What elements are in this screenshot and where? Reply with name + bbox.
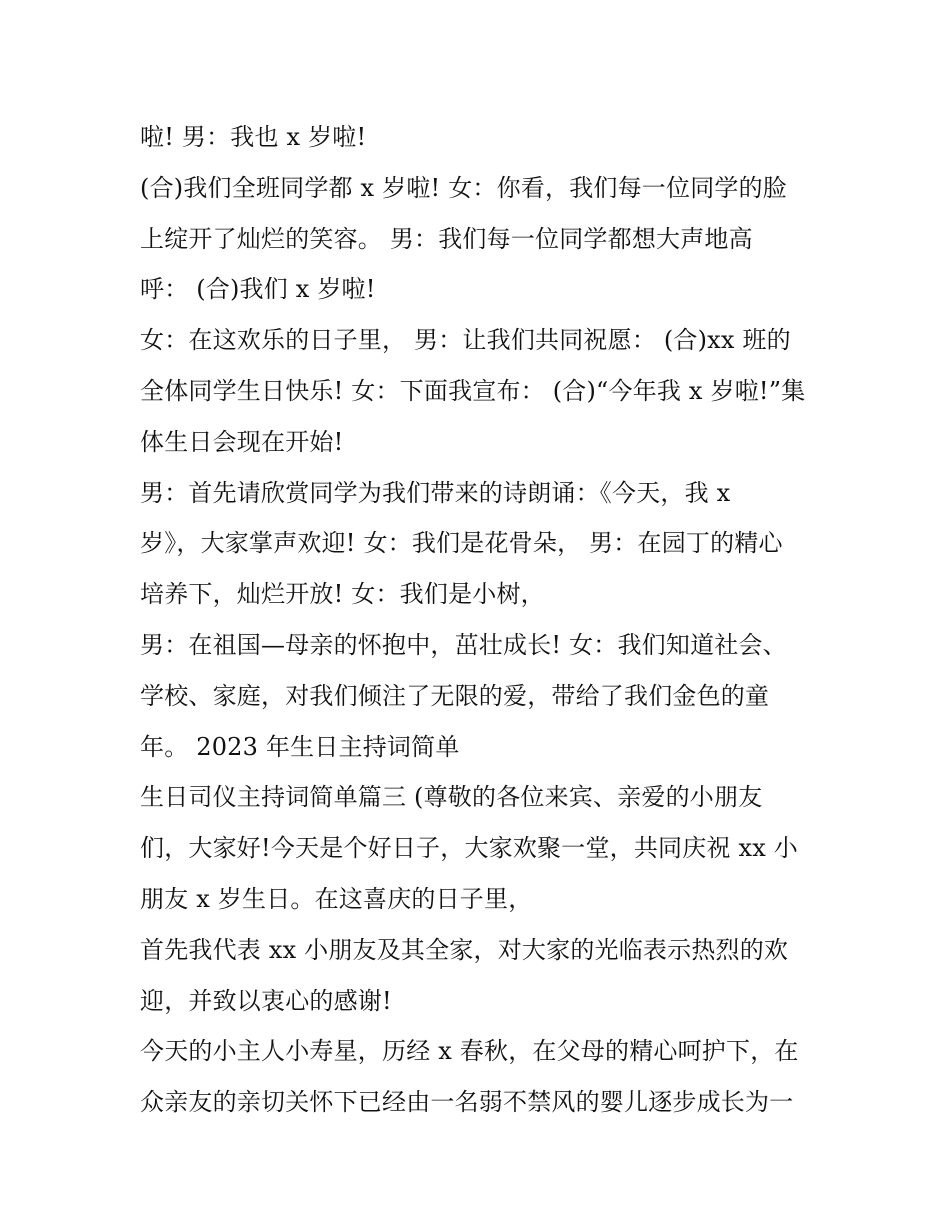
text-line-9: 岁》，大家掌声欢迎! 女：我们是花骨朵， 男：在园丁的精心	[140, 529, 783, 558]
text-line-15: 们，大家好!今天是个好日子，大家欢聚一堂，共同庆祝 xx 小	[140, 834, 798, 863]
text-line-20: 众亲友的亲切关怀下已经由一名弱不禁风的婴儿逐步成长为一	[140, 1088, 794, 1117]
text-line-16: 朋友 x 岁生日。在这喜庆的日子里，	[140, 884, 533, 913]
text-line-6: 全体同学生日快乐! 女：下面我宣布： (合)“今年我 x 岁啦!”集	[140, 376, 806, 405]
text-line-13: 年。 2023 年生日主持词简单	[140, 732, 460, 761]
document-body	[140, 112, 830, 1128]
text-line-17: 首先我代表 xx 小朋友及其全家，对大家的光临表示热烈的欢	[140, 935, 789, 964]
text-line-11: 男：在祖国—母亲的怀抱中，茁壮成长! 女：我们知道社会、	[140, 630, 787, 659]
text-line-18: 迎，并致以衷心的感谢!	[140, 986, 392, 1015]
text-line-12: 学校、家庭，对我们倾注了无限的爱，带给了我们金色的童	[140, 681, 770, 710]
text-line-10: 培养下，灿烂开放! 女：我们是小树，	[140, 580, 545, 609]
text-line-4: 呼： (合)我们 x 岁啦!	[140, 275, 376, 304]
text-line-14: 生日司仪主持词简单篇三 (尊敬的各位来宾、亲爱的小朋友	[140, 783, 763, 812]
text-line-5: 女：在这欢乐的日子里， 男：让我们共同祝愿： (合)xx 班的	[140, 326, 791, 355]
text-line-7: 体生日会现在开始!	[140, 427, 344, 456]
text-line-8: 男：首先请欣赏同学为我们带来的诗朗诵：《今天，我 x	[140, 478, 731, 507]
text-line-19: 今天的小主人小寿星，历经 x 春秋，在父母的精心呵护下，在	[140, 1037, 799, 1066]
text-line-1: 啦! 男：我也 x 岁啦!	[140, 123, 367, 151]
text-line-2: (合)我们全班同学都 x 岁啦! 女：你看，我们每一位同学的脸	[140, 173, 787, 202]
text-line-3: 上绽开了灿烂的笑容。 男：我们每一位同学都想大声地高	[140, 224, 753, 253]
